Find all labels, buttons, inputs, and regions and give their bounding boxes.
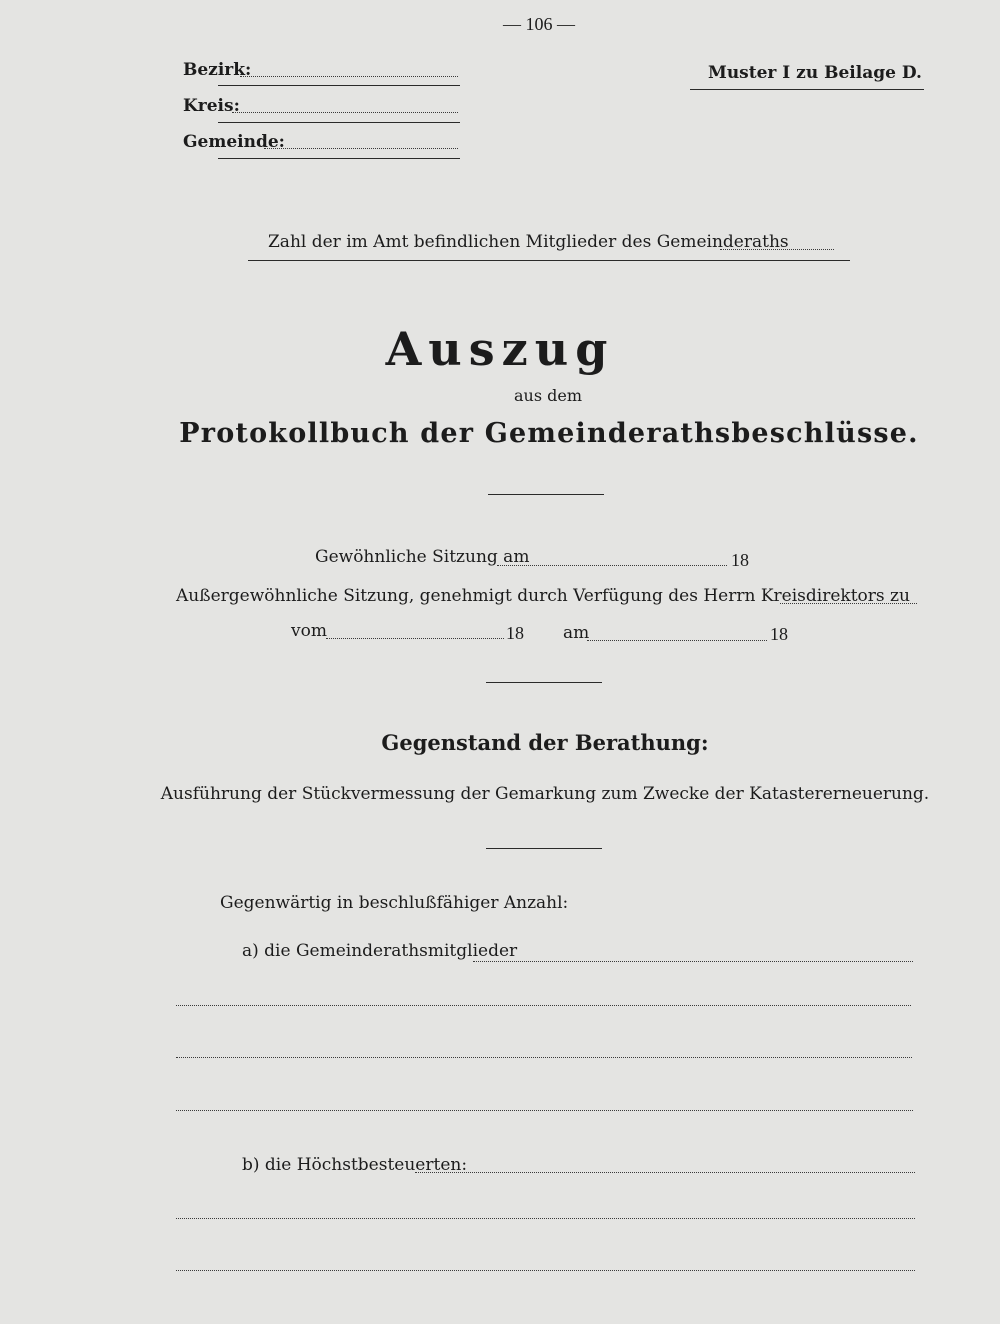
am-year: 18 xyxy=(770,624,788,644)
council-members-field-1[interactable] xyxy=(473,961,913,962)
muster-underline xyxy=(690,89,924,90)
am-label: am xyxy=(563,623,590,643)
vom-label: vom xyxy=(291,621,327,641)
bezirk-label: Bezirk: xyxy=(183,60,252,80)
bezirk-underline xyxy=(218,85,460,86)
section-divider-3 xyxy=(486,848,602,849)
page-number: — 106 — xyxy=(503,14,575,34)
kreis-underline xyxy=(218,122,460,123)
document-title: Auszug xyxy=(385,322,615,376)
subject-heading: Gegenstand der Berathung: xyxy=(381,730,709,755)
subtitle: aus dem xyxy=(513,386,583,405)
ordinary-session-year: 18 xyxy=(731,550,749,570)
kreis-label: Kreis: xyxy=(183,96,240,116)
council-members-field-3[interactable] xyxy=(176,1057,912,1058)
members-count-label: Zahl der im Amt befindlichen Mitglieder des Gemeinderaths xyxy=(268,232,789,252)
highest-taxpayers-field-3[interactable] xyxy=(176,1270,915,1271)
vom-date-field[interactable] xyxy=(326,638,504,639)
highest-taxpayers-field-2[interactable] xyxy=(176,1218,915,1219)
am-date-field[interactable] xyxy=(587,640,767,641)
gemeinde-label: Gemeinde: xyxy=(183,132,285,152)
section-divider-2 xyxy=(486,682,602,683)
vom-year: 18 xyxy=(506,623,524,643)
extraordinary-session-label: Außergewöhnliche Sitzung, genehmigt durch Verfügung des Herrn Kreisdirektors zu xyxy=(176,586,910,606)
council-members-field-4[interactable] xyxy=(176,1110,913,1111)
members-underline xyxy=(248,260,850,261)
ordinary-session-date-field[interactable] xyxy=(497,565,727,566)
subject-text: Ausführung der Stückvermessung der Gemarkung zum Zwecke der Katastererneuerung. xyxy=(160,784,930,804)
item-a-label: a) die Gemeinderathsmitglieder xyxy=(242,941,518,961)
gemeinde-field[interactable] xyxy=(264,148,458,149)
kreisdirektor-location-field[interactable] xyxy=(780,603,917,604)
kreis-field[interactable] xyxy=(232,112,458,113)
present-label: Gegenwärtig in beschlußfähiger Anzahl: xyxy=(220,893,569,913)
muster-label: Muster I zu Beilage D. xyxy=(708,63,922,83)
ordinary-session-label: Gewöhnliche Sitzung am xyxy=(315,547,530,567)
item-b-label: b) die Höchstbesteuerten: xyxy=(242,1155,468,1175)
section-divider-1 xyxy=(488,494,604,495)
book-title: Protokollbuch der Gemeinderathsbeschlüsse. xyxy=(179,418,919,449)
bezirk-field[interactable] xyxy=(240,76,458,77)
members-count-field[interactable] xyxy=(720,249,834,250)
council-members-field-2[interactable] xyxy=(176,1005,911,1006)
highest-taxpayers-field-1[interactable] xyxy=(415,1172,915,1173)
gemeinde-underline xyxy=(218,158,460,159)
